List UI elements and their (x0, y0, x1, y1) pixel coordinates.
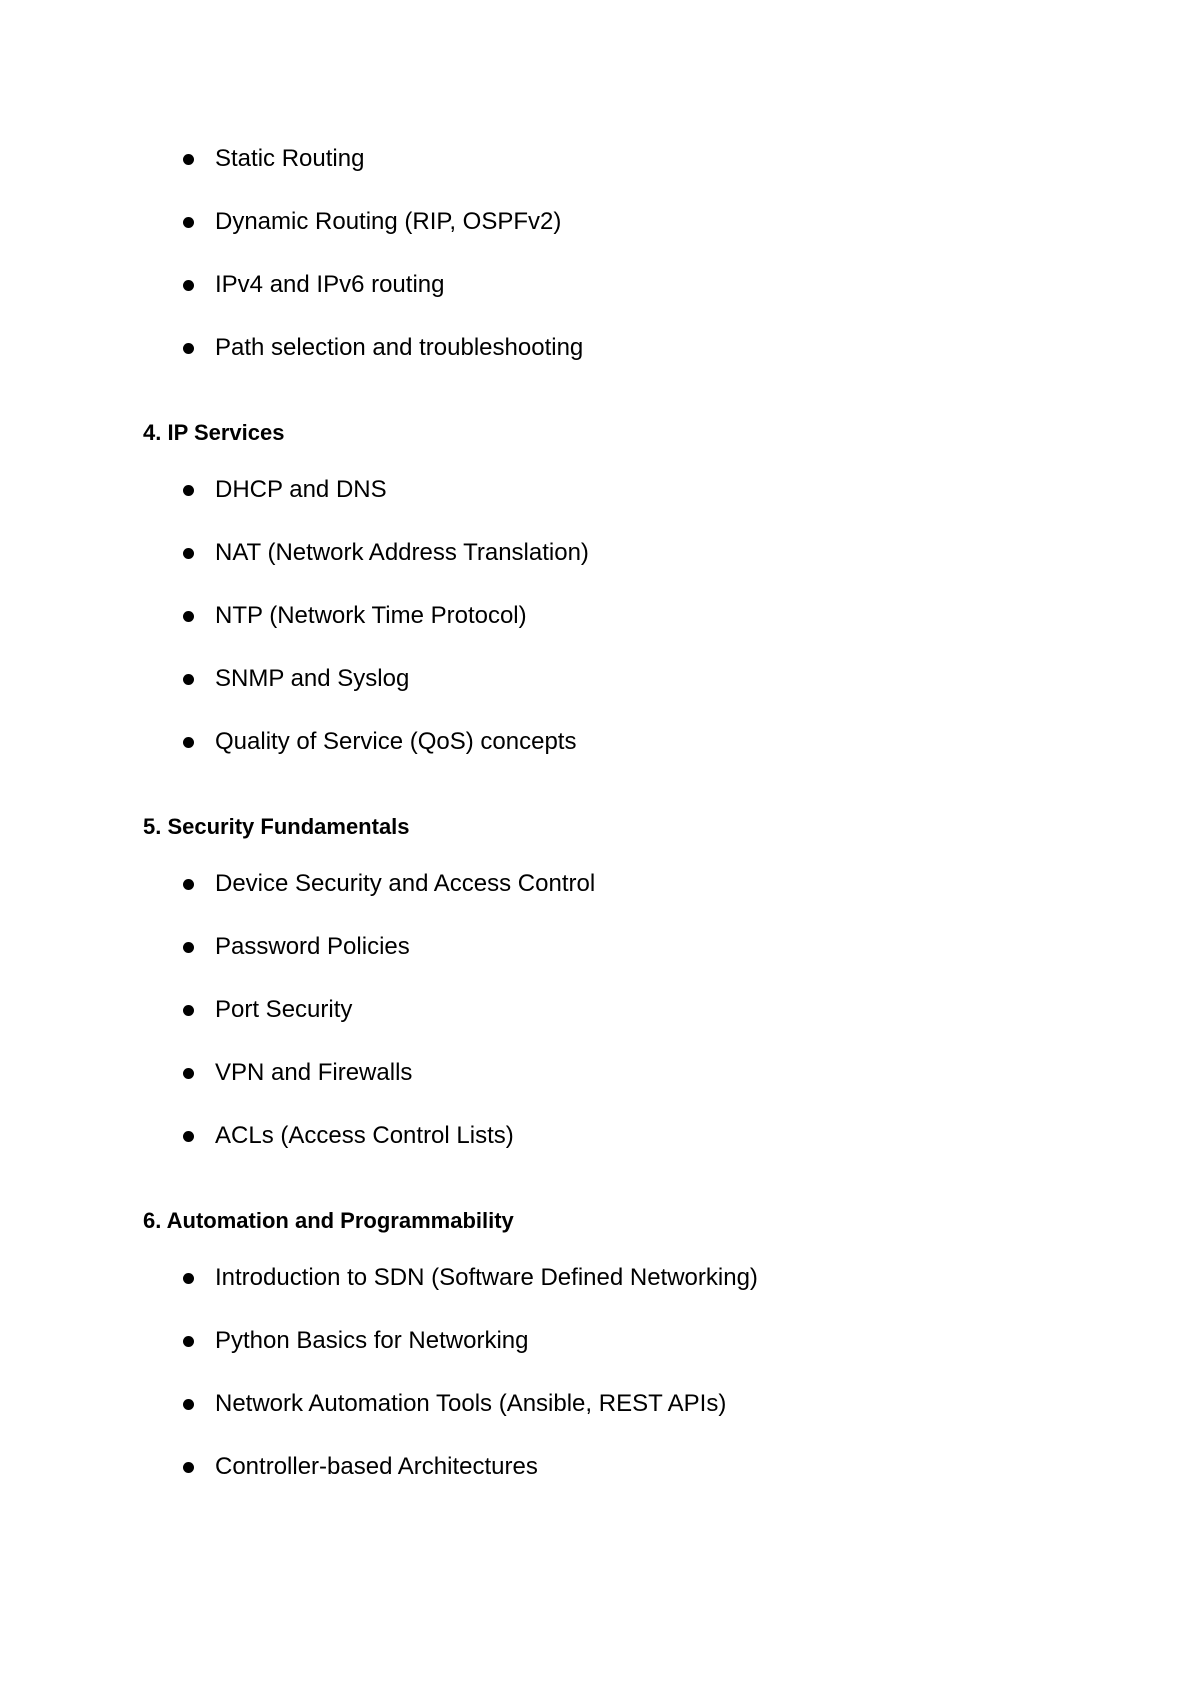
topic-text: Quality of Service (QoS) concepts (215, 728, 577, 755)
topic-text: IPv4 and IPv6 routing (215, 271, 445, 298)
topic-text: SNMP and Syslog (215, 665, 410, 692)
bullet-icon (183, 343, 194, 354)
topic-item (143, 334, 1132, 362)
topic-text: VPN and Firewalls (215, 1059, 413, 1086)
bullet-icon (183, 485, 194, 496)
bullet-icon (183, 611, 194, 622)
topic-text: Python Basics for Networking (215, 1327, 529, 1354)
topic-item (143, 1059, 1132, 1087)
topic-text: Port Security (215, 996, 353, 1023)
bullet-icon (183, 1005, 194, 1016)
topic-item (143, 1390, 1132, 1418)
topic-item (143, 1453, 1132, 1481)
topic-text: DHCP and DNS (215, 476, 387, 503)
topic-text: Network Automation Tools (Ansible, REST APIs) (215, 1390, 727, 1417)
bullet-icon (183, 1399, 194, 1410)
bullet-icon (183, 1462, 194, 1473)
topic-item (143, 1327, 1132, 1355)
topic-item (143, 665, 1132, 693)
topic-item (143, 539, 1132, 567)
topic-item (143, 1264, 1132, 1292)
section-heading: 6. Automation and Programmability (143, 1208, 514, 1233)
topic-item (143, 476, 1132, 504)
bullet-icon (183, 548, 194, 559)
bullet-icon (183, 280, 194, 291)
bullet-icon (183, 1131, 194, 1142)
bullet-icon (183, 737, 194, 748)
topic-list-section-5 (143, 870, 1132, 1150)
bullet-icon (183, 942, 194, 953)
topic-item (143, 208, 1132, 236)
bullet-icon (183, 1336, 194, 1347)
topic-item (143, 1122, 1132, 1150)
bullet-icon (183, 674, 194, 685)
topic-text: Path selection and troubleshooting (215, 334, 584, 361)
topic-text: Password Policies (215, 933, 410, 960)
topic-text: Device Security and Access Control (215, 870, 596, 897)
topic-text: NTP (Network Time Protocol) (215, 602, 527, 629)
bullet-icon (183, 217, 194, 228)
topic-item (143, 933, 1132, 961)
topic-text: Controller-based Architectures (215, 1453, 538, 1480)
topic-text: ACLs (Access Control Lists) (215, 1122, 514, 1149)
bullet-icon (183, 154, 194, 165)
bullet-icon (183, 879, 194, 890)
topic-text: Static Routing (215, 145, 365, 172)
topic-item (143, 996, 1132, 1024)
topic-text: Introduction to SDN (Software Defined Networking) (215, 1264, 758, 1291)
topic-item (143, 602, 1132, 630)
topic-text: Dynamic Routing (RIP, OSPFv2) (215, 208, 562, 235)
topic-text: NAT (Network Address Translation) (215, 539, 589, 566)
section-heading: 4. IP Services (143, 420, 285, 445)
topic-item (143, 271, 1132, 299)
topic-item (143, 728, 1132, 756)
topic-list-section-4 (143, 476, 1132, 756)
bullet-icon (183, 1273, 194, 1284)
topic-item (143, 145, 1132, 173)
topic-list-section-6 (143, 1264, 1132, 1481)
bullet-icon (183, 1068, 194, 1079)
topic-item (143, 870, 1132, 898)
section-heading: 5. Security Fundamentals (143, 814, 410, 839)
document-content (143, 145, 1132, 1481)
topic-list-intro (143, 145, 1132, 362)
